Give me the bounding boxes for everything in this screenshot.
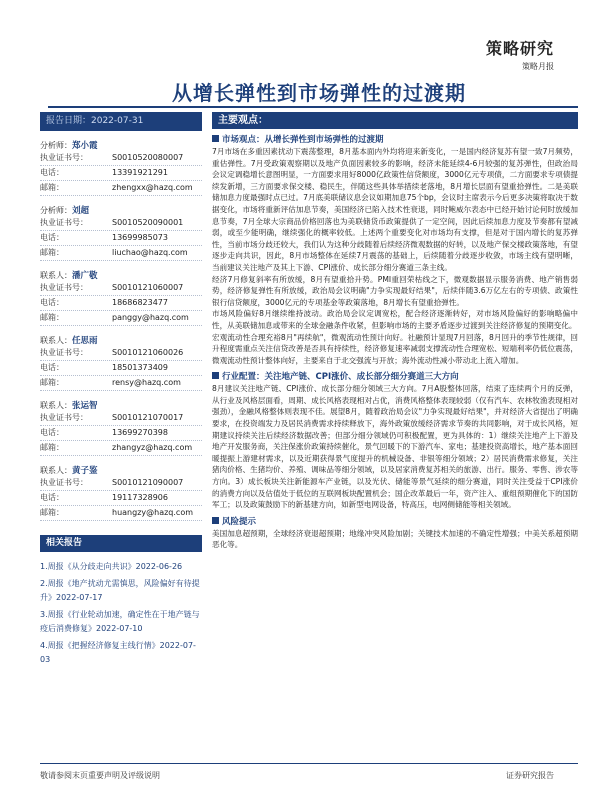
license-number: S0010121090007 [112, 478, 184, 487]
analyst-name: 刘超 [72, 206, 90, 216]
footer-divider [40, 763, 578, 764]
email-label: 邮箱： [40, 378, 64, 387]
contact-card: 联系人：张运智 执业证书号： S0010121070017 电话： 13699270398 邮箱： zhangyz@hazq.com [40, 399, 202, 456]
liquidity-paragraph: 宏观流动性合理充裕8月"再续航"，微观流动性预计向好。社融预计显现7月回落，8月回升的季节性规律，回升程度需重点关注信贷改善是否具有持续性，经济修复速率减弱支撑流动性合理宽松、短端利率仍低位震荡，微观流动性预计整体向好，主要来自于北交强流与开放；海外流动性减小带动北上流入增加。 [212, 332, 578, 365]
contact-role: 联系人 [40, 271, 64, 280]
email-link[interactable]: zhengxx@hazq.com [112, 183, 193, 192]
analyst-card: 分析师：郑小霞 执业证书号： S0010520080007 电话： 13391921291 邮箱： zhengxx@hazq.com [40, 139, 202, 196]
license-number: S0010520080007 [112, 153, 184, 162]
email-link[interactable]: liuchao@hazq.com [112, 248, 188, 257]
risk-warning-paragraph: 美国加息超预期，全球经济衰退超预期；地缘冲突风险加剧；关键技术加速的不确定性增强；中美关系超预期恶化等。 [212, 528, 578, 550]
related-report-item[interactable]: 2.周报《地产扰动尤需慎思，风险偏好有待提升》2022-07-17 [40, 579, 200, 602]
contact-role: 联系人 [40, 466, 64, 475]
email-label: 邮箱： [40, 443, 64, 452]
square-bullet-icon [212, 372, 219, 379]
contact-name: 张运智 [72, 401, 98, 411]
market-view-title [212, 134, 578, 146]
contact-name: 任思雨 [72, 336, 98, 346]
contact-name: 黄子鉴 [72, 466, 98, 476]
contact-card: 联系人：任思雨 执业证书号： S0010121060026 电话： 18501373409 邮箱： rensy@hazq.com [40, 334, 202, 391]
phone-label: 电话： [40, 298, 64, 307]
phone-number: 13699270398 [112, 428, 168, 437]
email-label: 邮箱： [40, 313, 64, 322]
market-view-paragraph: 7月市场在多重因素扰动下震荡整理，8月基本面内外均将迎来新变化，一是国内经济复苏有望一致7月频势，重估弹性。7月受政策观察期以及地产负面因素较多的影响，经济未能延续4-6月较强的复苏弹性，但政治局会议定调稳增长意图明显，一方面要求用好8000亿政策性信贷额度，3000亿元专项债，二方面要求专项债提续发新增，三方面要求保交楼、稳民生，伴随这些具体举措续老落地，8月增长层面有望重拾弹性。二是美联储加息力度最强时点已过。7月底美联储议息会议如期加息75个bp，会议时主席表示今后更多决策将取决于数据变化，市场将重新评估加息节奏，美国经济已陷入技术性衰退，同时鲍威尔表态中已经开始讨论何时放缓加息节奏，7月全球大宗商品价格回落也为美联储货币政策提供了一定空间，因此后续加息力度及节奏都有望减弱，或至少能明确，继续强化的概率较低。上述两个重要变化对市场均有支撑，但是对于国内增长的复苏弹性，当前市场分歧还较大，我们认为这种分歧随着后续经济微观数据的好转，以及地产保交楼政策落地，有望逐步走向共识，因此，8月市场整体在延续7月震荡的基础上，后续随着分歧逐步收敛，市场主线有望明晰，当前建议关注地产及其上下游、CPI涨价、成长部分细分赛道三条主线。 [212, 147, 578, 272]
analyst-name: 郑小霞 [72, 141, 98, 151]
email-link[interactable]: rensy@hazq.com [112, 378, 181, 387]
phone-label: 电话： [40, 233, 64, 242]
industry-allocation-title-text: 行业配置：关注地产链、CPI涨价、成长部分细分赛道三大方向 [222, 372, 459, 383]
phone-label: 电话： [40, 493, 64, 502]
title-bar [48, 77, 578, 108]
related-reports-heading: 相关报告 [40, 535, 202, 552]
license-label: 执业证书号： [40, 218, 88, 227]
risk-warning-title-text: 风险提示 [222, 516, 257, 527]
brand-subtitle: 策略月报 [522, 62, 554, 71]
contact-card: 联系人：黄子鉴 执业证书号： S0010121090007 电话： 19117328906 邮箱： huangzy@hazq.com [40, 464, 202, 521]
market-view-title-text: 市场观点：从增长弹性到市场弹性的过渡期 [222, 135, 384, 145]
email-link[interactable]: zhangyz@hazq.com [112, 443, 193, 452]
phone-label: 电话： [40, 363, 64, 372]
industry-allocation-title [212, 371, 578, 383]
license-number: S0010520090001 [112, 218, 184, 227]
main-points-heading: 主要观点： [212, 112, 578, 129]
page-title: 从增长弹性到市场弹性的过渡期 [172, 81, 466, 105]
contact-card: 联系人：潘广敬 执业证书号： S0010121060007 电话： 18686823477 邮箱： panggy@hazq.com [40, 269, 202, 326]
license-label: 执业证书号： [40, 348, 88, 357]
related-reports-list [40, 560, 202, 667]
email-label: 邮箱： [40, 183, 64, 192]
email-label: 邮箱： [40, 508, 64, 517]
license-label: 执业证书号： [40, 153, 88, 162]
contact-role: 联系人 [40, 336, 64, 345]
email-label: 邮箱： [40, 248, 64, 257]
email-link[interactable]: huangzy@hazq.com [112, 508, 194, 517]
analyst-card: 分析师：刘超 执业证书号： S0010520090001 电话： 13699985073 邮箱： liuchao@hazq.com [40, 204, 202, 261]
report-date: 报告日期：2022-07-31 [40, 112, 202, 131]
related-report-item[interactable]: 4.周报《把握经济修复主线行情》2022-07-03 [40, 641, 196, 664]
phone-number: 18501373409 [112, 363, 168, 372]
industry-allocation-paragraph: 8月建议关注地产链、CPI涨价、成长部分细分领域三大方向。7月A股整体回落，结束了连续两个月的反弹，从行业及风格层面看，周期、成长风格表现相对占优，消费风格整体表现较弱（仅有汽车、农林牧渔表现相对强劲），金融风格整体则表现不佳。展望8月，随着政治局会议"力争实现最好结果"，并对经济大省提出了明确要求，在投资端发力及居民消费需求持续释放下，海外政策放缓经济需求节奏的共同影响，对于成长风格，短期建议持续关注后续经济数据改善；但部分细分领域仍可积极配置，更为具体的：1）继续关注地产上下游及地产开发服务商，关注保涨价政策持续催化，景气回暖下的下游汽车、家电；基建投资高增长，地产基本面回暖提振上游建材需求，以及近期获得景气度提升的机械设备、非银等细分领域；2）居民消费需求修复，关注猪肉价格、生猪均价、养殖、调味品等细分领域，以及居家消费复苏相关的旅游、出行。服务、零售、涉农等方向。3）成长板块关注新能源车产业链，以及光伏、储能等景气延续的细分赛道，同时关注受益于CPI涨价的消费方向以及估值处于低位的互联网板块配置机会；国企改革最后一年，资产注入、重组预期催化下的国防军工；以及政策鼓励下的新基建方向，如新型电网设备，特高压，电网侧储能等相关领域。 [212, 384, 578, 510]
license-number: S0010121060026 [112, 348, 184, 357]
license-number: S0010121060007 [112, 283, 184, 292]
analyst-role: 分析师 [40, 206, 64, 215]
economy-paragraph: 经济7月修复斜率有所放缓，8月有望重拾升势。PMI重回荣枯线之下，微观数据显示服务消费、地产销售弱势，经济修复弹性有所放缓，政治局会议明确"力争实现最好结果"，后续伴随3.6万亿左右的专项债、政策性银行信贷额度，3000亿元的专项基金等政策落地，8月增长有望重拾弹性。 [212, 274, 578, 307]
risk-warning-title [212, 516, 578, 528]
related-report-item[interactable]: 1.周报《从分歧走向共识》2022-06-26 [40, 562, 183, 571]
brand-block [486, 36, 554, 72]
footer-disclaimer: 敬请参阅末页重要声明及评级说明 [40, 771, 160, 780]
related-report-item[interactable]: 3.周报《行业轮动加速，确定性在于地产链与疫后消费修复》2022-07-10 [40, 610, 200, 633]
brand-title: 策略研究 [485, 39, 554, 58]
license-label: 执业证书号： [40, 478, 88, 487]
license-label: 执业证书号： [40, 413, 88, 422]
footer-report-type: 证券研究报告 [506, 771, 554, 780]
phone-number: 19117328906 [112, 493, 168, 502]
phone-label: 电话： [40, 428, 64, 437]
license-label: 执业证书号： [40, 283, 88, 292]
contact-name: 潘广敬 [72, 271, 98, 281]
phone-number: 13391921291 [112, 168, 168, 177]
phone-number: 18686823477 [112, 298, 168, 307]
phone-label: 电话： [40, 168, 64, 177]
risk-appetite-paragraph: 市场风险偏好8月继续维持波动。政治局会议定调宽松，配合经济逐渐转好，对市场风险偏好的影响略偏中性，从美联储加息或带来的全球金融条件收紧，但影响市场的主要矛盾逐步过渡到关注经济修复的预期变化。 [212, 309, 578, 330]
square-bullet-icon [212, 517, 219, 524]
sidebar [40, 112, 202, 670]
license-number: S0010121070017 [112, 413, 184, 422]
analyst-role: 分析师 [40, 141, 64, 150]
main-content [212, 112, 578, 551]
email-link[interactable]: panggy@hazq.com [112, 313, 189, 322]
square-bullet-icon [212, 135, 219, 142]
phone-number: 13699985073 [112, 233, 168, 242]
contact-role: 联系人 [40, 401, 64, 410]
